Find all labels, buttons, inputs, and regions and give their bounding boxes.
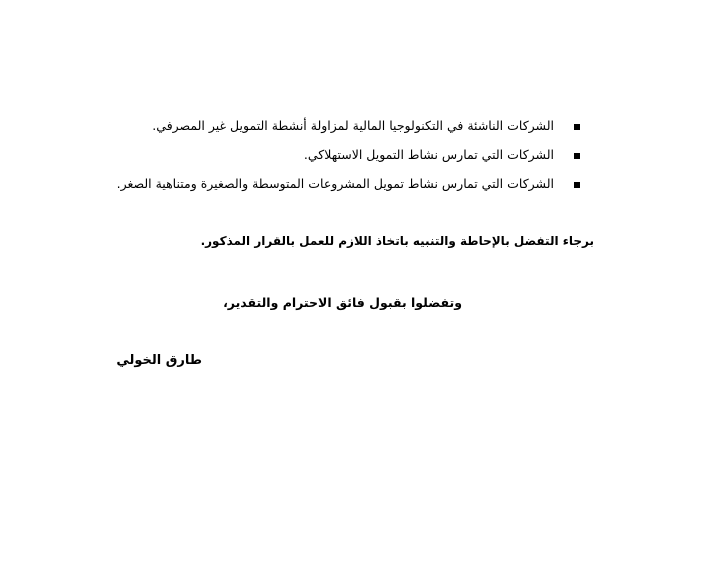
square-bullet-icon	[574, 124, 580, 130]
notice-paragraph: برجاء التفضل بالإحاطة والتنبيه باتخاذ اللازم للعمل بالقرار المذكور.	[200, 234, 594, 248]
square-bullet-icon	[574, 182, 580, 188]
bullet-text: الشركات الناشئة في التكنولوجيا المالية لمزاولة أنشطة التمويل غير المصرفي.	[152, 118, 554, 133]
signature-name: طارق الخولي	[116, 353, 202, 368]
bullet-item-fintech	[120, 118, 580, 147]
square-bullet-icon	[574, 153, 580, 159]
bullet-text: الشركات التي تمارس نشاط تمويل المشروعات المتوسطة والصغيرة ومتناهية الصغر.	[116, 176, 554, 191]
bullet-list	[116, 118, 580, 205]
bullet-item-sme-finance	[116, 176, 580, 205]
closing-paragraph: وتفضلوا بقبول فائق الاحترام والتقدير،	[223, 295, 462, 310]
bullet-item-consumer-finance	[120, 147, 580, 176]
bullet-text: الشركات التي تمارس نشاط التمويل الاستهلاكي.	[303, 147, 554, 162]
